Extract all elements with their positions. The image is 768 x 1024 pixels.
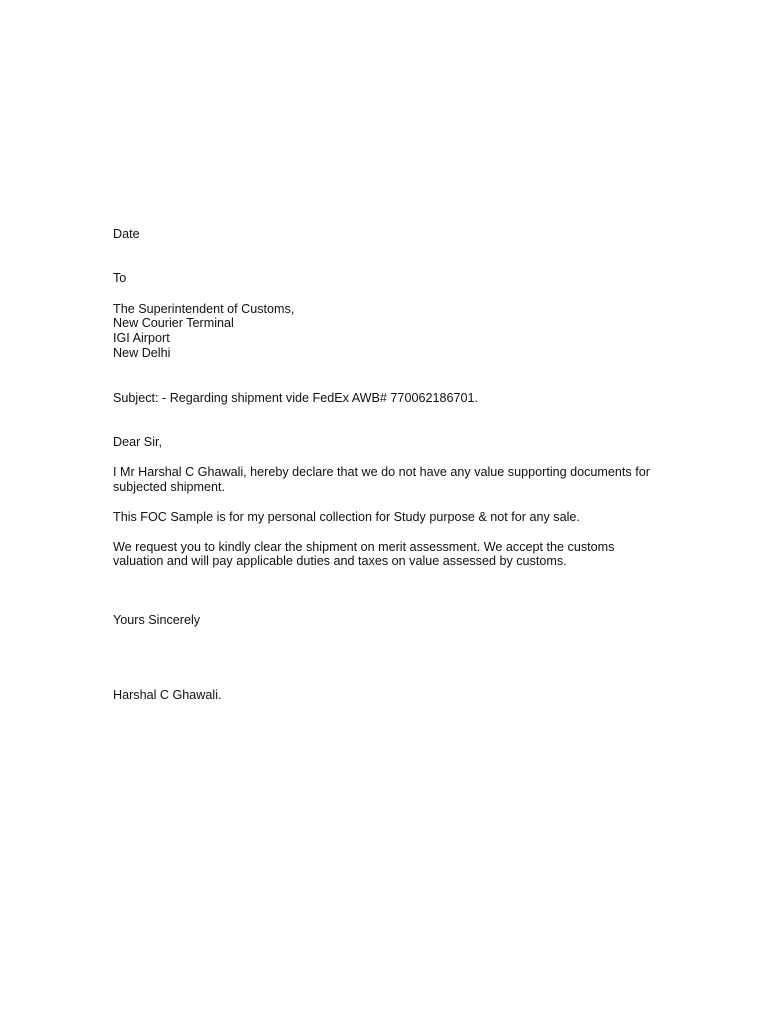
to-label: To xyxy=(113,271,127,285)
date-label: Date xyxy=(113,227,140,241)
recipient-line-3: IGI Airport xyxy=(113,331,170,345)
closing: Yours Sincerely xyxy=(113,613,201,627)
paragraph-line: We request you to kindly clear the shipment on merit assessment. We accept the customs xyxy=(113,540,615,554)
paragraph-line: valuation and will pay applicable duties and taxes on value assessed by customs. xyxy=(113,554,567,568)
subject-line: Subject: - Regarding shipment vide FedEx AWB# 770062186701. xyxy=(113,391,478,405)
recipient-line-2: New Courier Terminal xyxy=(113,316,234,330)
salutation: Dear Sir, xyxy=(113,435,162,449)
signature-name: Harshal C Ghawali. xyxy=(113,688,222,702)
paragraph-line: I Mr Harshal C Ghawali, hereby declare that we do not have any value supporting documents for xyxy=(113,465,650,479)
recipient-line-4: New Delhi xyxy=(113,346,171,360)
paragraph-line: subjected shipment. xyxy=(113,480,226,494)
recipient-line-1: The Superintendent of Customs, xyxy=(113,302,295,316)
purpose-paragraph: This FOC Sample is for my personal collection for Study purpose & not for any sale. xyxy=(113,510,580,524)
